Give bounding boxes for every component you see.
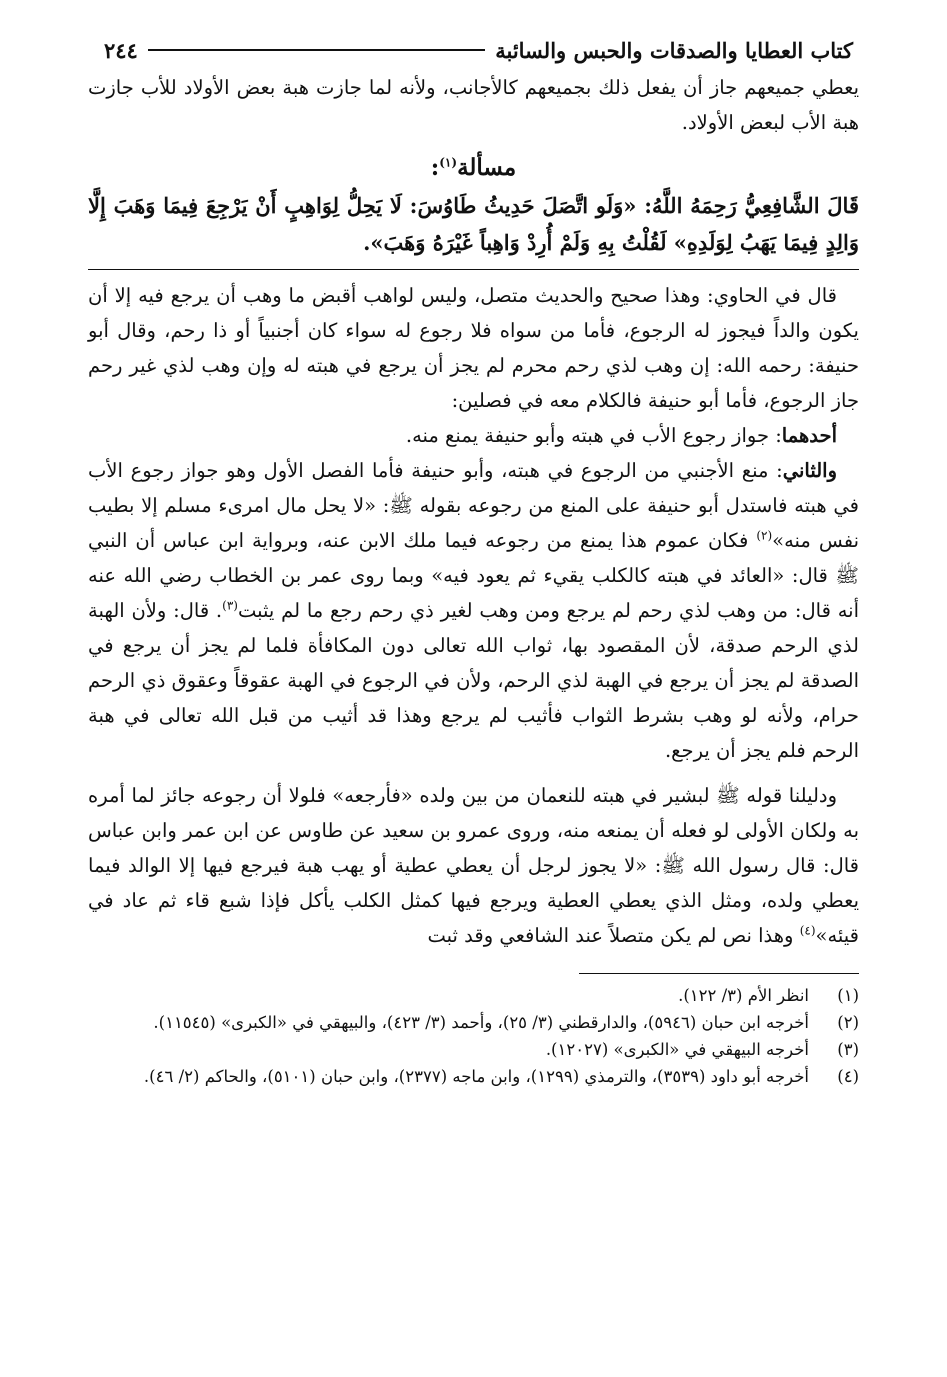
footnote-text: انظر الأم (٣/ ١٢٢). <box>678 986 809 1005</box>
evidence-text-b: وهذا نص لم يكن متصلاً عند الشافعي وقد ثبت <box>427 924 800 947</box>
issue-colon: : <box>430 154 440 181</box>
shafii-quote: قَالَ الشَّافِعِيُّ رَحِمَهُ اللَّهُ: «وَلَو اتَّصَلَ حَدِيثُ طَاوُسَ: لَا يَحِلُّ لِوَاهِبٍ أَنْ يَرْجِعَ فِيمَا وَهَبَ إِلَّا وَالِدٍ فِيمَا يَهَبُ لِوَلَدِهِ» لَقُلْتُ بِهِ وَلَمْ أُرِدْ وَاهِباً غَيْرَهُ وَهَبَ». <box>88 193 859 255</box>
second-text-b: فكان عموم هذا يمنع من رجوعه فيما ملك الابن عنه، وبرواية ابن عباس أن النبي ﷺ قال: «العائد في هبته كالكلب يقيء ثم يعود فيه» وبما روى عمر بن الخطاب رضي الله عنه أنه قال: من وهب لذي رحم لم يرجع ومن وهب لغير ذي رحم رجع ما لم يثبت <box>88 529 860 622</box>
footnote-number: (٤) <box>837 1067 859 1086</box>
footnote-marker-2: (٢) <box>756 528 773 543</box>
footnote-number: (١) <box>837 986 859 1005</box>
footnote-item <box>88 1063 859 1090</box>
paragraph-hawi: قال في الحاوي: وهذا صحيح والحديث متصل، وليس لواهب أقبض ما وهب أن يرجع فيه إلا أن يكون والداً فيجوز له الرجوع، فأما من سواه فلا رجوع له سواء كان أجنبياً أو ذا رحم، وقال أبو حنيفة: رحمه الله: إن وهب لذي رحم محرم لم يجز أن يرجع في هبته له وإن وهب لذي غير رحم جاز الرجوع، فأما أبو حنيفة فالكلام معه في فصلين: <box>88 284 859 412</box>
evidence-text-a: ودليلنا قوله ﷺ لبشير في هبته للنعمان من بين ولده «فأرجعه» فلولا أن رجوعه جائز لما أمره به ولكان الأولى لو فعله أن يمنعه منه، وروى عمرو بن سعيد عن طاوس عن ابن عمر وابن عباس قال: قال رسول الله ﷺ: «لا يجوز لرجل أن يعطي عطية أو يهب هبة فيرجع فيها إلا الوالد فيما يعطي ولده، ومثل الذي يعطي العطية ويرجع فيها كمثل الكلب يأكل فإذا شبع قاء ثم عاد في قيئه» <box>88 784 859 947</box>
second-label: والثاني <box>782 459 837 482</box>
footnote-rule <box>579 973 859 974</box>
issue-heading <box>88 154 859 181</box>
footnote-marker-4: (٤) <box>799 923 816 938</box>
book-title: كتاب العطايا والصدقات والحبس والسائبة <box>495 37 853 63</box>
footnote-number: (٢) <box>837 1013 859 1032</box>
running-header <box>88 30 859 70</box>
footnotes <box>88 982 859 1090</box>
second-text-c: . قال: ولأن الهبة لذي الرحم صدقة، لأن المقصود بها، ثواب الله تعالى دون المكافأة فلما لم يجز أن يرجع في الصدقة لم يجز أن يرجع في الهبة لذي الرحم، ولأن في الرجوع في الهبة عقوقاً وعقوق ذي الرحم حرام، ولأنه لو وهب بشرط الثواب فأثيب لم يرجع وهذا قد أثيب من قبل الله تعالى في هبة الرحم فلم يجز أن يرجع. <box>88 599 859 762</box>
footnote-text: أخرجه البيهقي في «الكبرى» (١٢٠٢٧). <box>545 1040 809 1059</box>
footnote-text: أخرجه ابن حبان (٥٩٤٦)، والدارقطني (٣/ ٢٥)، وأحمد (٣/ ٤٢٣)، والبيهقي في «الكبرى» (١١٥٤٥). <box>153 1013 809 1032</box>
first-text: : جواز رجوع الأب في هبته وأبو حنيفة يمنع منه. <box>405 424 782 447</box>
footnote-item <box>88 1036 859 1063</box>
paragraph-second-point <box>88 453 859 768</box>
book-page <box>88 30 859 1357</box>
paragraph-evidence <box>88 778 859 953</box>
footnote-marker-3: (٣) <box>222 598 238 613</box>
page-number: ٢٤٤ <box>104 37 138 63</box>
second-text-a: : منع الأجنبي من الرجوع في هبته، وأبو حنيفة فأما الفصل الأول وهو جواز رجوع الأب في هبته فاستدل أبو حنيفة على المنع من رجوعه بقوله ﷺ: «لا يحل مال امرىء مسلم إلا بطيب نفس منه» <box>88 459 859 552</box>
first-label: أحدهما <box>781 424 837 447</box>
paragraph-first-point <box>88 418 859 453</box>
intro-paragraph: يعطي جميعهم جاز أن يفعل ذلك بجميعهم كالأجانب، ولأنه لما جازت هبة بعض الأولاد للأب جازت هبة الأب لبعض الأولاد. <box>88 76 859 134</box>
footnote-number: (٣) <box>837 1040 859 1059</box>
issue-footnote-marker: (١) <box>439 155 458 170</box>
footnote-item <box>88 1009 859 1036</box>
issue-title: مسألة <box>457 154 517 181</box>
footnote-text: أخرجه أبو داود (٣٥٣٩)، والترمذي (١٢٩٩)، وابن ماجه (٢٣٧٧)، وابن حبان (٥١٠١)، والحاكم (٢/ ٤٦). <box>143 1067 809 1086</box>
header-rule <box>148 49 485 51</box>
footnote-item <box>88 982 859 1009</box>
section-divider <box>88 269 859 270</box>
